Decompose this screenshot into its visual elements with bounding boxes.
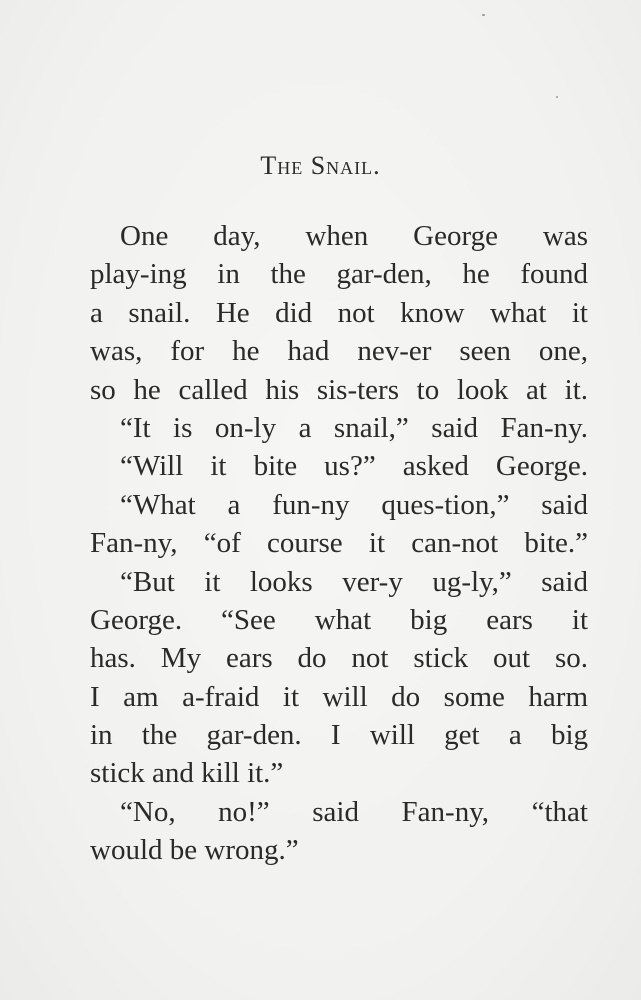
text-line: stick and kill it.” bbox=[90, 757, 284, 790]
story-text bbox=[90, 217, 588, 870]
text-line: would be wrong.” bbox=[90, 834, 299, 867]
chapter-title: The Snail. bbox=[260, 151, 381, 180]
text-line: I am a-fraid it will do some harm bbox=[90, 680, 588, 713]
text-line: “But it looks ver-y ug-ly,” said bbox=[120, 565, 588, 598]
text-line: “Will it bite us?” asked George. bbox=[120, 450, 588, 483]
text-line: George. “See what big ears it bbox=[90, 603, 588, 636]
ink-speck bbox=[556, 96, 558, 98]
text-line: in the gar-den. I will get a big bbox=[90, 719, 588, 752]
ink-speck bbox=[482, 14, 485, 16]
text-line: One day, when George was bbox=[120, 220, 588, 252]
text-line: so he called his sis-ters to look at it. bbox=[90, 373, 588, 406]
text-line: has. My ears do not stick out so. bbox=[90, 642, 588, 675]
text-line: “What a fun-ny ques-tion,” said bbox=[120, 488, 588, 521]
text-line: Fan-ny, “of course it can-not bite.” bbox=[90, 527, 588, 560]
text-line: “No, no!” said Fan-ny, “that bbox=[120, 795, 588, 828]
text-line: play-ing in the gar-den, he found bbox=[90, 258, 588, 291]
text-line: a snail. He did not know what it bbox=[90, 296, 588, 329]
text-line: was, for he had nev-er seen one, bbox=[90, 335, 588, 368]
text-line: “It is on-ly a snail,” said Fan-ny. bbox=[120, 411, 588, 444]
